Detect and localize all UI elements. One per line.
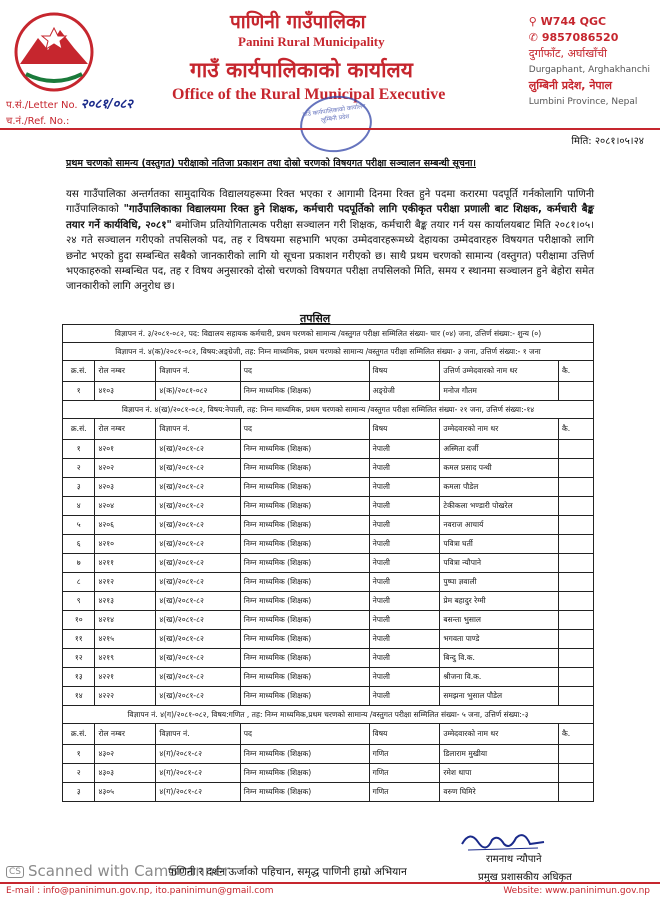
table-cell: ३ xyxy=(63,783,95,802)
column-header: क्र.सं. xyxy=(63,419,95,440)
table-cell: निम्न माध्यमिक (शिक्षक) xyxy=(240,687,369,706)
table-cell: नेपाली xyxy=(369,630,440,649)
group-title: विज्ञापन नं. ४(ग)/२०८१-०८२, विषय:गणित , तह: निम्न माध्यमिक,प्रथम चरणको सामान्य /वस्तुगत परीक्षा सम्मिलित संख्या- ५ जना, उत्तिर्ण संख्या:-३ xyxy=(63,706,594,724)
table-cell: नेपाली xyxy=(369,592,440,611)
letter-number-label: प.सं./Letter No. xyxy=(6,100,78,111)
table-row xyxy=(63,497,594,516)
table-cell: बसन्ता भुसाल xyxy=(440,611,559,630)
table-cell: रमेश थापा xyxy=(440,764,559,783)
table-cell: ४(ख)/२०८१-८२ xyxy=(156,478,240,497)
table-cell: ४(ख)/२०८१-८२ xyxy=(156,592,240,611)
table-cell: वरुण घिमिरे xyxy=(440,783,559,802)
table-cell: गणित xyxy=(369,764,440,783)
table-row xyxy=(63,478,594,497)
table-cell xyxy=(559,554,594,573)
column-header: उत्तिर्ण उम्मेदवारको नाम थर xyxy=(440,361,559,382)
footer-slogan: पाणिनी र दर्शन ऊर्जाको पहिचान, समृद्ध पाणिनी हाम्रो अभियान xyxy=(168,866,407,878)
table-cell xyxy=(559,687,594,706)
table-header-row xyxy=(63,724,594,745)
table-cell: ३ xyxy=(63,478,95,497)
municipality-name-ne: पाणिनी गाउँपालिका xyxy=(230,11,366,33)
table-cell: निम्न माध्यमिक (शिक्षक) xyxy=(240,554,369,573)
group-title-row xyxy=(63,706,594,724)
table-cell: मनोज गौतम xyxy=(440,382,559,401)
table-cell: नेपाली xyxy=(369,554,440,573)
notice-date: मिति: २०८१।०५।२४ xyxy=(571,136,644,147)
phone-1: ⚲ W744 QGC xyxy=(528,15,607,28)
signatory-role: प्रमुख प्रशासकीय अधिकृत xyxy=(478,872,572,883)
table-cell: ४२१४ xyxy=(95,611,156,630)
table-cell: कमला पौडेल xyxy=(440,478,559,497)
group-title: विज्ञापन नं. ३/२०८१-०८२, पद: विद्यालय सहायक कर्मचारी, प्रथम चरणको सामान्य /वस्तुगत परीक्षा सम्मिलित संख्या- चार (०४) जना, उत्तिर्ण संख्या:- शुन्य (०) xyxy=(63,325,594,343)
municipality-name-en: Panini Rural Municipality xyxy=(238,34,385,49)
letter-number xyxy=(6,94,133,112)
table-row xyxy=(63,687,594,706)
table-cell xyxy=(559,745,594,764)
table-row xyxy=(63,783,594,802)
table-cell: ४२०६ xyxy=(95,516,156,535)
table-row xyxy=(63,535,594,554)
office-name-en: Office of the Rural Municipal Executive xyxy=(172,86,446,103)
column-header: क्र.सं. xyxy=(63,724,95,745)
table-cell: बिन्दु वि.क. xyxy=(440,649,559,668)
table-cell: निम्न माध्यमिक (शिक्षक) xyxy=(240,478,369,497)
camscanner-watermark: CS Scanned with CamScanner xyxy=(6,862,230,880)
table-cell: ५ xyxy=(63,516,95,535)
column-header: विज्ञापन नं. xyxy=(156,419,240,440)
table-cell xyxy=(559,630,594,649)
footer-email: E-mail : info@paninimun.gov.np, ito.paninimun@gmail.com xyxy=(6,886,274,896)
office-stamp: गाउँ कार्यपालिकाको कार्यालय लुम्बिनी प्रदेश xyxy=(296,91,375,156)
table-cell: नेपाली xyxy=(369,611,440,630)
address-en: Durgaphant, Arghakhanchi xyxy=(528,65,650,75)
table-cell: श्रीजना वि.क. xyxy=(440,668,559,687)
table-cell: नेपाली xyxy=(369,649,440,668)
table-cell: नेपाली xyxy=(369,573,440,592)
table-cell: निम्न माध्यमिक (शिक्षक) xyxy=(240,440,369,459)
notice-subject: प्रथम चरणको सामन्य (वस्तुगत) परीक्षाको नतिजा प्रकाशन तथा दोस्रो चरणको विषयगत परीक्षा सञ्चालन सम्बन्धी सूचना। xyxy=(66,158,476,169)
table-row xyxy=(63,745,594,764)
table-cell: कमल प्रसाद पन्थी xyxy=(440,459,559,478)
table-row xyxy=(63,516,594,535)
table-row xyxy=(63,573,594,592)
table-cell: ४२०२ xyxy=(95,459,156,478)
table-cell: निम्न माध्यमिक (शिक्षक) xyxy=(240,516,369,535)
nepal-emblem-logo xyxy=(8,8,100,94)
schedule-title: तपसिल xyxy=(300,312,331,325)
table-cell: नेपाली xyxy=(369,459,440,478)
table-row xyxy=(63,649,594,668)
table-header-row xyxy=(63,361,594,382)
column-header: कै. xyxy=(559,419,594,440)
column-header: कै. xyxy=(559,724,594,745)
table-cell xyxy=(559,497,594,516)
column-header: क्र.सं. xyxy=(63,361,95,382)
table-cell: ४२१५ xyxy=(95,630,156,649)
table-cell: पुष्पा ज्ञवाली xyxy=(440,573,559,592)
table-cell xyxy=(559,573,594,592)
group-title-row xyxy=(63,343,594,361)
table-row xyxy=(63,764,594,783)
table-cell: ४(ख)/२०८१-८२ xyxy=(156,630,240,649)
table-cell: १४ xyxy=(63,687,95,706)
table-cell: ९ xyxy=(63,592,95,611)
table-cell: नेपाली xyxy=(369,668,440,687)
table-cell xyxy=(559,668,594,687)
table-row xyxy=(63,459,594,478)
office-name-ne: गाउँ कार्यपालिकाको कार्यालय xyxy=(190,58,413,82)
table-cell: ४२०१ xyxy=(95,440,156,459)
contact-block xyxy=(529,14,650,110)
table-cell: १० xyxy=(63,611,95,630)
table-cell xyxy=(559,382,594,401)
table-cell xyxy=(559,764,594,783)
group-title-row xyxy=(63,325,594,343)
table-cell: ४२११ xyxy=(95,554,156,573)
table-row xyxy=(63,611,594,630)
table-cell: ४२१९ xyxy=(95,649,156,668)
footer-website: Website: www.paninimun.gov.np xyxy=(503,886,650,896)
table-cell: निम्न माध्यमिक (शिक्षक) xyxy=(240,764,369,783)
table-cell: १ xyxy=(63,745,95,764)
province-ne: लुम्बिनी प्रदेश, नेपाल xyxy=(528,79,612,92)
province-en: Lumbini Province, Nepal xyxy=(528,97,638,107)
column-header: रोल नम्बर xyxy=(95,361,156,382)
table-row xyxy=(63,554,594,573)
table-cell: नेपाली xyxy=(369,440,440,459)
column-header: विषय xyxy=(369,724,440,745)
table-cell: नेपाली xyxy=(369,516,440,535)
column-header: विज्ञापन नं. xyxy=(156,361,240,382)
column-header: पद xyxy=(240,419,369,440)
table-cell xyxy=(559,535,594,554)
table-cell: ४२१० xyxy=(95,535,156,554)
table-cell: नेपाली xyxy=(369,535,440,554)
table-cell: ४(ग)/२०८१-८२ xyxy=(156,745,240,764)
column-header: विज्ञापन नं. xyxy=(156,724,240,745)
column-header: विषय xyxy=(369,419,440,440)
table-cell: समझना भुसाल पौडेल xyxy=(440,687,559,706)
table-cell: ४(ख)/२०८१-८२ xyxy=(156,516,240,535)
table-cell: १३ xyxy=(63,668,95,687)
table-cell: २ xyxy=(63,459,95,478)
group-title: विज्ञापन नं. ४(क)/२०८१-०८२, विषय:अङ्ग्रेजी, तह: निम्न माध्यमिक, प्रथम चरणको सामान्य /वस्तुगत परीक्षा सम्मिलित संख्या- ३ जना, उत्तिर्ण संख्या:- १ जना xyxy=(63,343,594,361)
results-table xyxy=(62,324,594,802)
table-cell: निम्न माध्यमिक (शिक्षक) xyxy=(240,611,369,630)
table-cell: ४२१२ xyxy=(95,573,156,592)
signatory-name: रामनाथ न्यौपाने xyxy=(486,854,542,865)
table-cell: निम्न माध्यमिक (शिक्षक) xyxy=(240,382,369,401)
table-cell: ४(ख)/२०८१-८२ xyxy=(156,459,240,478)
camscanner-icon: CS xyxy=(6,866,24,878)
table-cell: १ xyxy=(63,440,95,459)
table-cell: ४(ख)/२०८१-८२ xyxy=(156,535,240,554)
table-cell: ८ xyxy=(63,573,95,592)
results-table-wrap xyxy=(62,324,594,802)
table-cell: निम्न माध्यमिक (शिक्षक) xyxy=(240,535,369,554)
table-cell: डिलाराम मुखीया xyxy=(440,745,559,764)
table-cell: गणित xyxy=(369,745,440,764)
table-cell xyxy=(559,611,594,630)
column-header: विषय xyxy=(369,361,440,382)
phone-icon: ✆ xyxy=(528,31,542,44)
table-cell: ७ xyxy=(63,554,95,573)
table-cell: २ xyxy=(63,764,95,783)
table-cell: ४(ख)/२०८१-८२ xyxy=(156,611,240,630)
procedure-title: "गाउँपालिकाका विद्यालयमा रिक्त हुने शिक्षक, कर्मचारी पदपूर्तिको लागि एकीकृत परीक्षा प्रणाली बाट शिक्षक, कर्मचारी बैङ्क तयार गर्ने कार्यविधि, २०८१" xyxy=(66,204,594,231)
table-cell: नवराज आचार्य xyxy=(440,516,559,535)
table-cell: ६ xyxy=(63,535,95,554)
table-cell: निम्न माध्यमिक (शिक्षक) xyxy=(240,573,369,592)
table-cell: अस्मिता दर्जी xyxy=(440,440,559,459)
table-cell xyxy=(559,440,594,459)
table-cell: टेकीकला भण्डारी पोखरेल xyxy=(440,497,559,516)
table-row xyxy=(63,668,594,687)
table-cell: ४२२१ xyxy=(95,668,156,687)
table-cell: ४(ख)/२०८१-८२ xyxy=(156,687,240,706)
table-cell: ४(ग)/२०८१-८२ xyxy=(156,783,240,802)
table-cell: ४(ख)/२०८१-८२ xyxy=(156,554,240,573)
location-icon: ⚲ xyxy=(528,15,541,28)
table-cell: ४(क)/२०८१-०८२ xyxy=(156,382,240,401)
table-cell: ४(ख)/२०८१-८२ xyxy=(156,668,240,687)
column-header: रोल नम्बर xyxy=(95,724,156,745)
table-cell: निम्न माध्यमिक (शिक्षक) xyxy=(240,630,369,649)
notice-body: यस गाउँपालिका अन्तर्गतका सामुदायिक विद्यालयहरूमा रिक्त भएका र आगामी दिनमा रिक्त हुने पदमा करारमा पदपूर्ति गर्नकोलागि पाणिनी गाउँपालिकाको "गाउँपालिकाका विद्यालयमा रिक्त हुने शिक्षक, कर्मचारी पदपूर्तिको लागि एकीकृत परीक्षा प्रणाली बाट शिक्षक, कर्मचारी बैङ्क तयार गर्ने कार्यविधि, २०८१" बमोजिम प्रतियोगितात्मक परीक्षा सञ्चालन गरी शिक्षक, कर्मचारी बैङ्क तयार गर्न यस कार्यालयबाट मिति २०८१।०५।२४ गते सञ्चालन गरीएको तपसिलको पद, तह र विषयमा सहभागि भएका उम्मेदवारहरूमध्ये देहायका उम्मेदवारहरु विषयगत परीक्षाको लागि छनोट भएको हुदा सम्बन्धित सबैको जानकारीको लागि यो सूचना प्रकाशन गरीएको छ। साथै प्रथम चरणको सामान्य (वस्तुगत) परीक्षामा उत्तिर्ण भएकाहरुको सम्बन्धित पद, तह र विषय अनुसारको दोस्रो चरणको विषयगत परीक्षा तपसिलको मिति, समय र स्थानमा सञ्चालन हुने बेहोरा समेत जानकारीको लागि अनुरोध छ। xyxy=(66,189,594,293)
table-cell: निम्न माध्यमिक (शिक्षक) xyxy=(240,668,369,687)
table-cell: ४(ख)/२०८१-८२ xyxy=(156,497,240,516)
table-cell: पवित्रा घर्ती xyxy=(440,535,559,554)
letter-number-value: २०८१/०८२ xyxy=(80,97,133,112)
table-cell xyxy=(559,516,594,535)
table-cell: नेपाली xyxy=(369,687,440,706)
table-cell: निम्न माध्यमिक (शिक्षक) xyxy=(240,592,369,611)
table-cell: १ xyxy=(63,382,95,401)
table-cell: ४२०३ xyxy=(95,478,156,497)
table-cell: पवित्रा न्यौपाने xyxy=(440,554,559,573)
table-cell xyxy=(559,783,594,802)
address-ne: दुर्गाफाँट, अर्घाखाँची xyxy=(528,47,607,60)
column-header: रोल नम्बर xyxy=(95,419,156,440)
table-cell: ४२१३ xyxy=(95,592,156,611)
table-cell: ४(ख)/२०८१-८२ xyxy=(156,649,240,668)
group-title: विज्ञापन नं. ४(ख)/२०८१-०८२, विषय:नेपाली, तह: निम्न माध्यमिक, प्रथम चरणको सामान्य /वस्तुगत परीक्षा सम्मिलित संख्या- २१ जना, उत्तिर्ण संख्या:-१४ xyxy=(63,401,594,419)
table-cell: ४ xyxy=(63,497,95,516)
table-cell: ११ xyxy=(63,630,95,649)
phone-2: ✆ 9857086520 xyxy=(528,31,619,44)
table-cell: निम्न माध्यमिक (शिक्षक) xyxy=(240,649,369,668)
footer-divider xyxy=(0,882,660,884)
table-cell: ४(ख)/२०८१-८२ xyxy=(156,440,240,459)
table-header-row xyxy=(63,419,594,440)
table-cell: ४३०२ xyxy=(95,745,156,764)
table-cell: निम्न माध्यमिक (शिक्षक) xyxy=(240,783,369,802)
table-cell: ४(ग)/२०८१-८२ xyxy=(156,764,240,783)
table-cell xyxy=(559,649,594,668)
column-header: पद xyxy=(240,724,369,745)
table-cell: भगवता पाण्डे xyxy=(440,630,559,649)
table-row xyxy=(63,440,594,459)
table-cell: गणित xyxy=(369,783,440,802)
table-cell: निम्न माध्यमिक (शिक्षक) xyxy=(240,745,369,764)
table-cell: ४(ख)/२०८१-८२ xyxy=(156,573,240,592)
table-cell: ४२२२ xyxy=(95,687,156,706)
table-cell: नेपाली xyxy=(369,478,440,497)
reference-number-label: च.नं./Ref. No.: xyxy=(6,116,70,127)
table-cell xyxy=(559,459,594,478)
table-cell xyxy=(559,592,594,611)
table-cell: नेपाली xyxy=(369,497,440,516)
table-cell xyxy=(559,478,594,497)
table-row xyxy=(63,592,594,611)
table-cell: प्रेम बहादुर रेग्मी xyxy=(440,592,559,611)
table-cell: १२ xyxy=(63,649,95,668)
table-row xyxy=(63,630,594,649)
table-cell: ४१०३ xyxy=(95,382,156,401)
column-header: उम्मेदवारको नाम थर xyxy=(440,419,559,440)
table-cell: अङ्ग्रेजी xyxy=(369,382,440,401)
column-header: उम्मेदवारको नाम थर xyxy=(440,724,559,745)
table-cell: निम्न माध्यमिक (शिक्षक) xyxy=(240,497,369,516)
group-title-row xyxy=(63,401,594,419)
table-cell: ४३०५ xyxy=(95,783,156,802)
table-cell: ४२०४ xyxy=(95,497,156,516)
table-cell: ४३०३ xyxy=(95,764,156,783)
table-cell: निम्न माध्यमिक (शिक्षक) xyxy=(240,459,369,478)
header-divider xyxy=(0,128,660,130)
column-header: कै. xyxy=(559,361,594,382)
table-row xyxy=(63,382,594,401)
column-header: पद xyxy=(240,361,369,382)
